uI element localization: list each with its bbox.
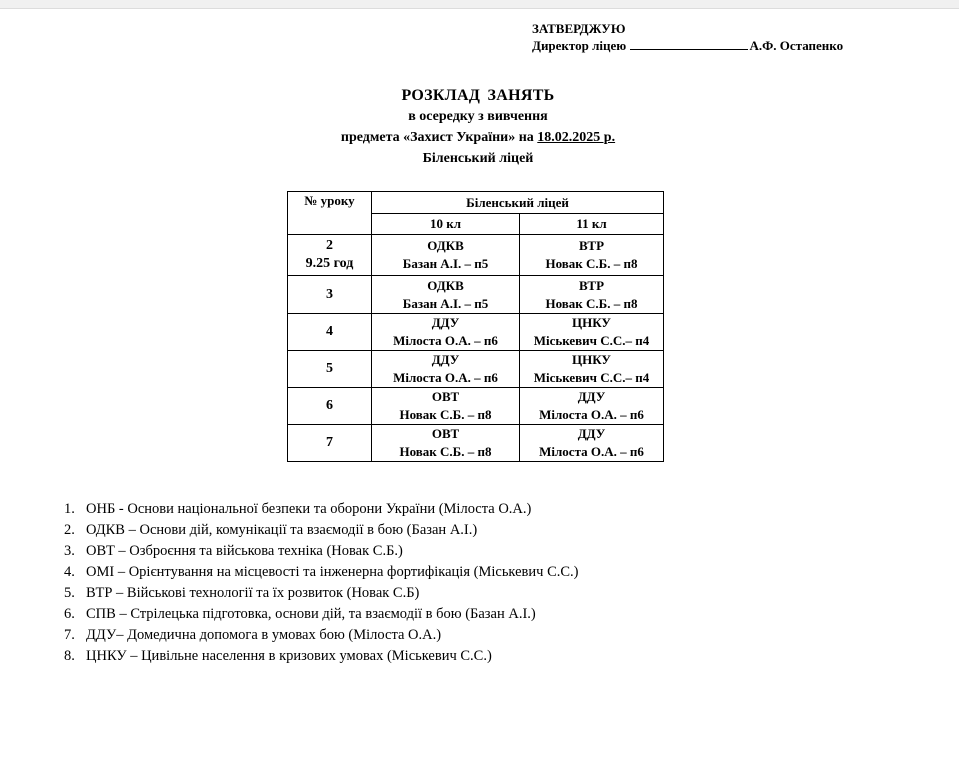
table-row [288, 388, 664, 425]
subject: ОДКВ [427, 277, 464, 293]
class-11-cell [520, 351, 664, 388]
heading-subject: предмета «Захист України» на [340, 130, 534, 145]
class-11-cell [520, 388, 664, 425]
class-10-cell [372, 235, 520, 276]
teacher: Базан А.І. – п5 [402, 256, 489, 271]
teacher: Новак С.Б. – п8 [545, 295, 638, 311]
abbreviation-legend [64, 499, 579, 667]
approval-block [532, 20, 843, 54]
lesson-number-cell [288, 235, 372, 276]
subject: ЦНКУ [572, 315, 611, 330]
list-item-number: 4. [64, 564, 75, 580]
list-item [64, 520, 579, 541]
lesson-number: 7 [288, 425, 372, 462]
subject: ОВТ [431, 426, 460, 441]
list-item [64, 583, 579, 604]
class-11-cell [520, 276, 664, 314]
approval-signature-line [532, 37, 843, 54]
header-lesson-number: № уроку [288, 192, 372, 235]
heading-line-3 [288, 127, 668, 148]
list-item-text: СПВ – Стрілецька підготовка, основи дій, та взаємодії в бою (Базан А.І.) [86, 606, 536, 622]
lesson-number: 4 [288, 314, 372, 351]
list-item [64, 604, 579, 625]
lesson-time: 9.25 год [305, 256, 354, 271]
teacher: Новак С.Б. – п8 [399, 407, 492, 422]
signature-underline [630, 39, 748, 50]
list-item [64, 562, 579, 583]
list-item-number: 8. [64, 648, 75, 664]
teacher: Мілоста О.А. – п6 [393, 370, 498, 385]
list-item-number: 7. [64, 627, 75, 643]
class-11-cell [520, 425, 664, 462]
teacher: Базан А.І. – п5 [402, 295, 489, 311]
subject: ДДУ [577, 389, 606, 404]
table-row [288, 314, 664, 351]
list-item [64, 646, 579, 667]
list-item-text: ВТР – Військові технології та їх розвиток (Новак С.Б) [86, 585, 420, 601]
header-school: Біленський ліцей [372, 192, 664, 214]
teacher: Новак С.Б. – п8 [545, 256, 638, 271]
teacher: Мілоста О.А. – п6 [539, 444, 644, 459]
class-10-cell [372, 314, 520, 351]
schedule-heading [288, 86, 668, 169]
subject: ДДУ [431, 315, 460, 330]
header-class-10: 10 кл [372, 214, 520, 235]
subject: ОДКВ [427, 238, 464, 253]
schedule-date: 18.02.2025 р. [537, 130, 616, 145]
table-row [288, 425, 664, 462]
subject: ОВТ [431, 389, 460, 404]
list-item [64, 625, 579, 646]
class-10-cell [372, 388, 520, 425]
header-class-11: 11 кл [520, 214, 664, 235]
list-item-text: ОДКВ – Основи дій, комунікації та взаємодії в бою (Базан А.І.) [86, 522, 478, 538]
lesson-number: 2 [326, 238, 333, 253]
document-top-bar [0, 0, 959, 9]
table-row [288, 351, 664, 388]
lesson-number: 3 [288, 276, 372, 314]
subject: ДДУ [431, 352, 460, 367]
subject: ВТР [578, 238, 605, 253]
schedule-title: РОЗКЛАД ЗАНЯТЬ [401, 87, 555, 104]
subject: ВТР [578, 277, 605, 293]
lesson-number: 5 [288, 351, 372, 388]
subject: ДДУ [577, 426, 606, 441]
list-item-number: 1. [64, 501, 75, 517]
director-name: А.Ф. Остапенко [749, 38, 844, 53]
class-10-cell [372, 276, 520, 314]
class-11-cell [520, 235, 664, 276]
director-position: Директор ліцею [532, 38, 627, 53]
list-item-number: 2. [64, 522, 75, 538]
list-item-text: ОВТ – Озброєння та військова техніка (Новак С.Б.) [86, 543, 403, 559]
heading-line-2: в осередку з вивчення [408, 109, 548, 124]
list-item-number: 3. [64, 543, 75, 559]
lesson-number: 6 [288, 388, 372, 425]
approval-title: ЗАТВЕРДЖУЮ [532, 21, 626, 36]
teacher: Мілоста О.А. – п6 [539, 407, 644, 422]
schedule-table [287, 191, 664, 462]
list-item [64, 541, 579, 562]
list-item-text: ОНБ - Основи національної безпеки та оборони України (Мілоста О.А.) [86, 501, 532, 517]
subject: ЦНКУ [572, 352, 611, 367]
list-item-text: ЦНКУ – Цивільне населення в кризових умовах (Міськевич С.С.) [86, 648, 492, 664]
teacher: Міськевич С.С.– п4 [533, 333, 650, 348]
class-11-cell [520, 314, 664, 351]
list-item-number: 5. [64, 585, 75, 601]
class-10-cell [372, 425, 520, 462]
list-item-text: ДДУ– Домедична допомога в умовах бою (Мілоста О.А.) [86, 627, 442, 643]
teacher: Новак С.Б. – п8 [399, 444, 492, 459]
table-row [288, 276, 664, 314]
teacher: Мілоста О.А. – п6 [393, 333, 498, 348]
table-row [288, 235, 664, 276]
table-header-row [288, 192, 664, 214]
heading-school: Біленський ліцей [422, 151, 534, 166]
list-item-number: 6. [64, 606, 75, 622]
list-item [64, 499, 579, 520]
teacher: Міськевич С.С.– п4 [533, 370, 650, 385]
class-10-cell [372, 351, 520, 388]
list-item-text: ОМІ – Орієнтування на місцевості та інженерна фортифікація (Міськевич С.С.) [86, 564, 579, 580]
